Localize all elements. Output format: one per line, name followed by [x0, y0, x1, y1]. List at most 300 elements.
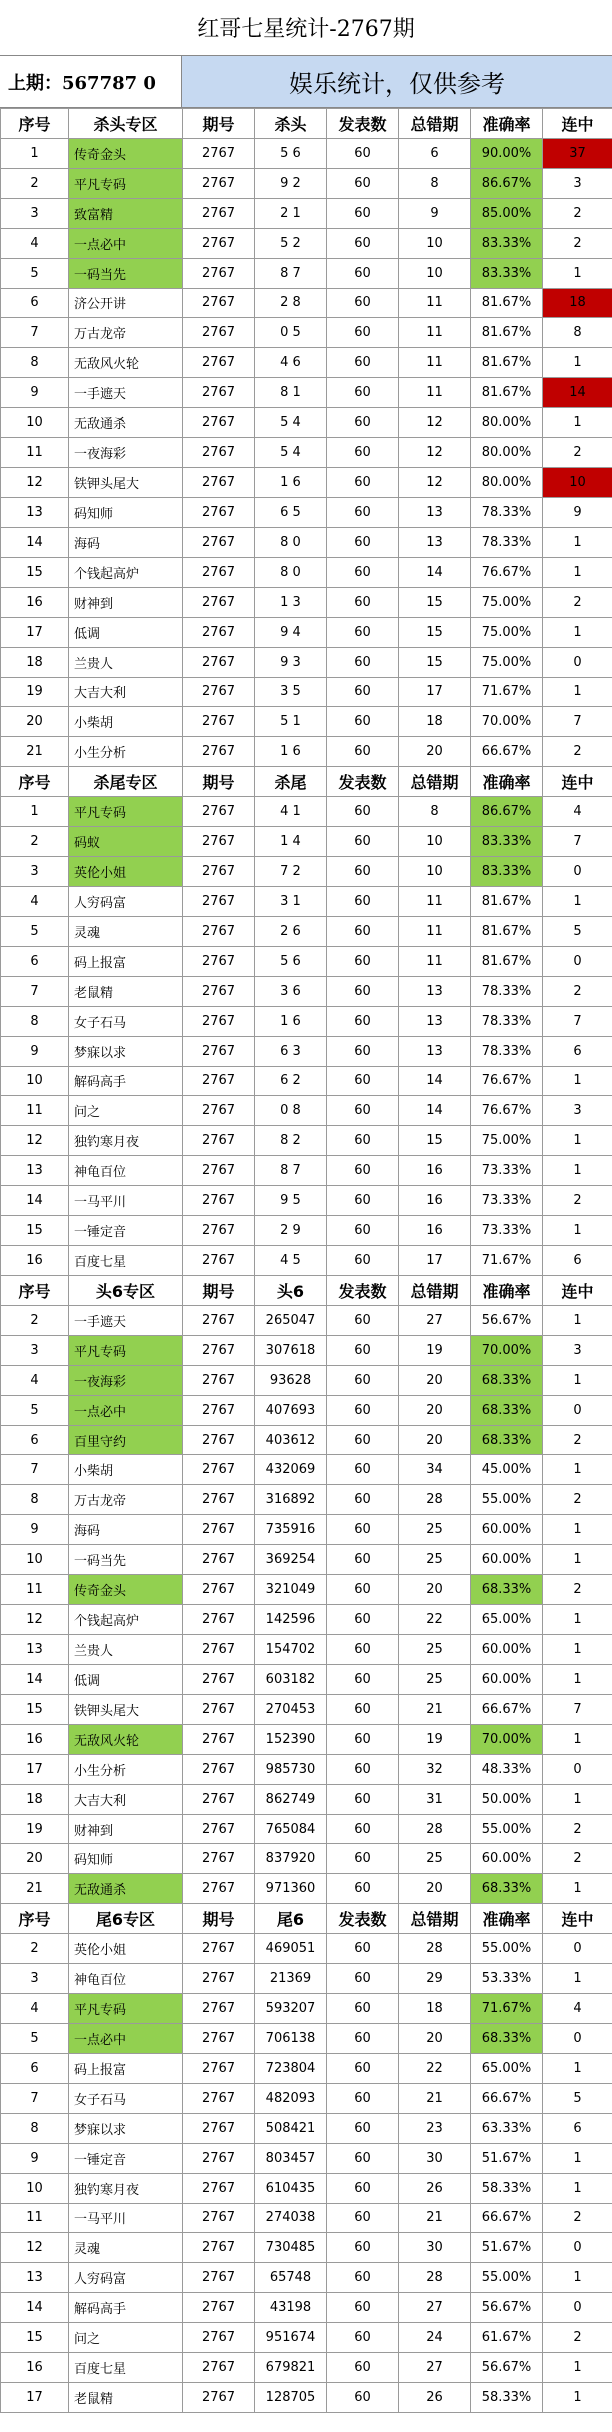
predictor-name-cell: 一码当先	[69, 1545, 183, 1575]
miss-count-cell: 28	[399, 1485, 471, 1515]
period-cell: 2767	[183, 916, 255, 946]
post-count-cell: 60	[327, 1365, 399, 1395]
pick-cell: 3 1	[255, 886, 327, 916]
column-header-accuracy: 准确率	[471, 109, 543, 139]
predictor-name-cell: 小柴胡	[69, 707, 183, 737]
period-cell: 2767	[183, 2053, 255, 2083]
post-count-cell: 60	[327, 1605, 399, 1635]
column-header-post-count: 发表数	[327, 1904, 399, 1934]
column-header-predictor-name: 杀尾专区	[69, 767, 183, 797]
predictor-name-cell: 致富精	[69, 198, 183, 228]
streak-cell: 3	[543, 1335, 612, 1365]
post-count-cell: 60	[327, 1485, 399, 1515]
column-header-miss-count: 总错期	[399, 1904, 471, 1934]
streak-cell: 1	[543, 1964, 612, 1994]
column-header-row-number: 序号	[1, 1275, 69, 1305]
post-count-cell: 60	[327, 2203, 399, 2233]
post-count-cell: 60	[327, 497, 399, 527]
accuracy-cell: 56.67%	[471, 2293, 543, 2323]
row-number-cell: 18	[1, 647, 69, 677]
row-number-cell: 1	[1, 797, 69, 827]
pick-cell: 603182	[255, 1664, 327, 1694]
row-number-cell: 20	[1, 707, 69, 737]
miss-count-cell: 20	[399, 1365, 471, 1395]
predictor-name-cell: 一锤定音	[69, 2143, 183, 2173]
period-cell: 2767	[183, 1844, 255, 1874]
column-header-predictor-name: 头6专区	[69, 1275, 183, 1305]
accuracy-cell: 75.00%	[471, 587, 543, 617]
post-count-cell: 60	[327, 916, 399, 946]
row-number-cell: 8	[1, 1006, 69, 1036]
period-cell: 2767	[183, 1575, 255, 1605]
table-row	[1, 2113, 612, 2143]
table-row	[1, 1305, 612, 1335]
predictor-name-cell: 英伦小姐	[69, 1934, 183, 1964]
stats-table-body	[1, 109, 612, 2413]
streak-cell: 2	[543, 1186, 612, 1216]
predictor-name-cell: 传奇金头	[69, 138, 183, 168]
miss-count-cell: 25	[399, 1664, 471, 1694]
miss-count-cell: 16	[399, 1186, 471, 1216]
accuracy-cell: 71.67%	[471, 1994, 543, 2024]
pick-cell: 5 6	[255, 138, 327, 168]
post-count-cell: 60	[327, 1246, 399, 1276]
predictor-name-cell: 英伦小姐	[69, 857, 183, 887]
predictor-name-cell: 万古龙帝	[69, 318, 183, 348]
accuracy-cell: 73.33%	[471, 1186, 543, 1216]
predictor-name-cell: 老鼠精	[69, 2383, 183, 2413]
accuracy-cell: 71.67%	[471, 677, 543, 707]
post-count-cell: 60	[327, 1335, 399, 1365]
streak-cell: 10	[543, 468, 612, 498]
row-number-cell: 17	[1, 1754, 69, 1784]
row-number-cell: 4	[1, 228, 69, 258]
row-number-cell: 3	[1, 198, 69, 228]
pick-cell: 154702	[255, 1635, 327, 1665]
miss-count-cell: 26	[399, 2173, 471, 2203]
predictor-name-cell: 人穷码富	[69, 2263, 183, 2293]
period-cell: 2767	[183, 1814, 255, 1844]
section-header-row	[1, 1275, 612, 1305]
miss-count-cell: 12	[399, 468, 471, 498]
table-row	[1, 1246, 612, 1276]
miss-count-cell: 28	[399, 1814, 471, 1844]
table-row	[1, 168, 612, 198]
period-cell: 2767	[183, 1066, 255, 1096]
row-number-cell: 15	[1, 557, 69, 587]
row-number-cell: 8	[1, 2113, 69, 2143]
predictor-name-cell: 财神到	[69, 587, 183, 617]
miss-count-cell: 9	[399, 198, 471, 228]
row-number-cell: 8	[1, 1485, 69, 1515]
streak-cell: 6	[543, 1246, 612, 1276]
accuracy-cell: 70.00%	[471, 707, 543, 737]
post-count-cell: 60	[327, 1515, 399, 1545]
pick-cell: 270453	[255, 1694, 327, 1724]
period-cell: 2767	[183, 2353, 255, 2383]
predictor-name-cell: 神龟百位	[69, 1964, 183, 1994]
period-cell: 2767	[183, 1934, 255, 1964]
predictor-name-cell: 人穷码富	[69, 886, 183, 916]
row-number-cell: 10	[1, 2173, 69, 2203]
post-count-cell: 60	[327, 1126, 399, 1156]
pick-cell: 274038	[255, 2203, 327, 2233]
period-cell: 2767	[183, 976, 255, 1006]
row-number-cell: 15	[1, 1694, 69, 1724]
post-count-cell: 60	[327, 2173, 399, 2203]
streak-cell: 0	[543, 1934, 612, 1964]
row-number-cell: 3	[1, 1335, 69, 1365]
predictor-name-cell: 百度七星	[69, 1246, 183, 1276]
predictor-name-cell: 神龟百位	[69, 1156, 183, 1186]
pick-cell: 4 6	[255, 348, 327, 378]
pick-cell: 837920	[255, 1844, 327, 1874]
table-row	[1, 647, 612, 677]
row-number-cell: 19	[1, 1814, 69, 1844]
period-cell: 2767	[183, 827, 255, 857]
period-cell: 2767	[183, 1515, 255, 1545]
pick-cell: 307618	[255, 1335, 327, 1365]
row-number-cell: 2	[1, 1934, 69, 1964]
streak-cell: 1	[543, 1605, 612, 1635]
accuracy-cell: 75.00%	[471, 1126, 543, 1156]
column-header-period: 期号	[183, 109, 255, 139]
column-header-row-number: 序号	[1, 109, 69, 139]
predictor-name-cell: 济公开讲	[69, 288, 183, 318]
streak-cell: 1	[543, 1545, 612, 1575]
accuracy-cell: 83.33%	[471, 857, 543, 887]
table-row	[1, 2173, 612, 2203]
table-row	[1, 408, 612, 438]
post-count-cell: 60	[327, 976, 399, 1006]
column-header-period: 期号	[183, 1275, 255, 1305]
streak-cell: 2	[543, 198, 612, 228]
predictor-name-cell: 女子石马	[69, 1006, 183, 1036]
pick-cell: 0 5	[255, 318, 327, 348]
period-cell: 2767	[183, 348, 255, 378]
streak-cell: 1	[543, 348, 612, 378]
accuracy-cell: 66.67%	[471, 2083, 543, 2113]
accuracy-cell: 85.00%	[471, 198, 543, 228]
accuracy-cell: 76.67%	[471, 557, 543, 587]
post-count-cell: 60	[327, 1724, 399, 1754]
predictor-name-cell: 独钓寒月夜	[69, 2173, 183, 2203]
miss-count-cell: 10	[399, 258, 471, 288]
table-row	[1, 1335, 612, 1365]
accuracy-cell: 60.00%	[471, 1545, 543, 1575]
section-header-row	[1, 767, 612, 797]
column-header-post-count: 发表数	[327, 1275, 399, 1305]
miss-count-cell: 31	[399, 1784, 471, 1814]
row-number-cell: 7	[1, 2083, 69, 2113]
streak-cell: 1	[543, 886, 612, 916]
table-row	[1, 617, 612, 647]
table-row	[1, 378, 612, 408]
period-cell: 2767	[183, 2383, 255, 2413]
miss-count-cell: 10	[399, 827, 471, 857]
period-cell: 2767	[183, 1216, 255, 1246]
table-row	[1, 1694, 612, 1724]
period-cell: 2767	[183, 797, 255, 827]
pick-cell: 610435	[255, 2173, 327, 2203]
period-cell: 2767	[183, 1784, 255, 1814]
pick-cell: 706138	[255, 2024, 327, 2054]
streak-cell: 0	[543, 1395, 612, 1425]
row-number-cell: 2	[1, 1305, 69, 1335]
pick-cell: 1 6	[255, 1006, 327, 1036]
period-cell: 2767	[183, 2113, 255, 2143]
period-cell: 2767	[183, 677, 255, 707]
pick-cell: 142596	[255, 1605, 327, 1635]
table-row	[1, 1605, 612, 1635]
post-count-cell: 60	[327, 797, 399, 827]
row-number-cell: 11	[1, 1575, 69, 1605]
post-count-cell: 60	[327, 617, 399, 647]
streak-cell: 1	[543, 527, 612, 557]
table-row	[1, 827, 612, 857]
predictor-name-cell: 码知师	[69, 1844, 183, 1874]
table-row	[1, 1036, 612, 1066]
predictor-name-cell: 解码高手	[69, 2293, 183, 2323]
table-row	[1, 1964, 612, 1994]
period-cell: 2767	[183, 198, 255, 228]
column-header-accuracy: 准确率	[471, 1904, 543, 1934]
accuracy-cell: 53.33%	[471, 1964, 543, 1994]
row-number-cell: 10	[1, 408, 69, 438]
predictor-name-cell: 一锤定音	[69, 1216, 183, 1246]
accuracy-cell: 86.67%	[471, 168, 543, 198]
row-number-cell: 10	[1, 1545, 69, 1575]
accuracy-cell: 60.00%	[471, 1515, 543, 1545]
table-row	[1, 348, 612, 378]
pick-cell: 8 0	[255, 557, 327, 587]
miss-count-cell: 13	[399, 1036, 471, 1066]
table-row	[1, 1216, 612, 1246]
row-number-cell: 2	[1, 827, 69, 857]
streak-cell: 4	[543, 797, 612, 827]
period-cell: 2767	[183, 1485, 255, 1515]
table-row	[1, 976, 612, 1006]
post-count-cell: 60	[327, 1575, 399, 1605]
miss-count-cell: 10	[399, 228, 471, 258]
section-header-row	[1, 1904, 612, 1934]
pick-cell: 723804	[255, 2053, 327, 2083]
predictor-name-cell: 女子石马	[69, 2083, 183, 2113]
streak-cell: 1	[543, 2353, 612, 2383]
miss-count-cell: 11	[399, 318, 471, 348]
period-cell: 2767	[183, 258, 255, 288]
post-count-cell: 60	[327, 946, 399, 976]
accuracy-cell: 76.67%	[471, 1096, 543, 1126]
miss-count-cell: 30	[399, 2143, 471, 2173]
accuracy-cell: 68.33%	[471, 1874, 543, 1904]
period-cell: 2767	[183, 228, 255, 258]
period-cell: 2767	[183, 1635, 255, 1665]
predictor-name-cell: 大吉大利	[69, 1784, 183, 1814]
pick-cell: 5 4	[255, 408, 327, 438]
post-count-cell: 60	[327, 468, 399, 498]
predictor-name-cell: 无敌风火轮	[69, 348, 183, 378]
period-cell: 2767	[183, 2024, 255, 2054]
row-number-cell: 3	[1, 1964, 69, 1994]
period-cell: 2767	[183, 1305, 255, 1335]
post-count-cell: 60	[327, 258, 399, 288]
predictor-name-cell: 兰贵人	[69, 1635, 183, 1665]
predictor-name-cell: 一码当先	[69, 258, 183, 288]
streak-cell: 5	[543, 916, 612, 946]
row-number-cell: 5	[1, 1395, 69, 1425]
post-count-cell: 60	[327, 527, 399, 557]
table-row	[1, 527, 612, 557]
streak-cell: 1	[543, 1515, 612, 1545]
accuracy-cell: 58.33%	[471, 2383, 543, 2413]
accuracy-cell: 55.00%	[471, 1934, 543, 1964]
row-number-cell: 16	[1, 2353, 69, 2383]
post-count-cell: 60	[327, 1066, 399, 1096]
last-period-result: 上期：567787 0	[0, 56, 182, 107]
row-number-cell: 11	[1, 1096, 69, 1126]
pick-cell: 93628	[255, 1365, 327, 1395]
pick-cell: 2 1	[255, 198, 327, 228]
miss-count-cell: 30	[399, 2233, 471, 2263]
row-number-cell: 17	[1, 2383, 69, 2413]
streak-cell: 1	[543, 1874, 612, 1904]
table-row	[1, 1934, 612, 1964]
accuracy-cell: 78.33%	[471, 497, 543, 527]
period-cell: 2767	[183, 1694, 255, 1724]
miss-count-cell: 27	[399, 2293, 471, 2323]
predictor-name-cell: 码知师	[69, 497, 183, 527]
streak-cell: 1	[543, 1784, 612, 1814]
row-number-cell: 14	[1, 1664, 69, 1694]
table-row	[1, 2233, 612, 2263]
column-header-pick: 尾6	[255, 1904, 327, 1934]
miss-count-cell: 11	[399, 886, 471, 916]
column-header-pick: 杀尾	[255, 767, 327, 797]
miss-count-cell: 12	[399, 408, 471, 438]
row-number-cell: 5	[1, 258, 69, 288]
accuracy-cell: 78.33%	[471, 1036, 543, 1066]
streak-cell: 1	[543, 1305, 612, 1335]
table-row	[1, 1724, 612, 1754]
accuracy-cell: 61.67%	[471, 2323, 543, 2353]
pick-cell: 1 6	[255, 737, 327, 767]
row-number-cell: 1	[1, 138, 69, 168]
accuracy-cell: 75.00%	[471, 647, 543, 677]
table-row	[1, 677, 612, 707]
pick-cell: 8 0	[255, 527, 327, 557]
miss-count-cell: 14	[399, 557, 471, 587]
streak-cell: 0	[543, 946, 612, 976]
subheader	[0, 56, 612, 108]
accuracy-cell: 71.67%	[471, 1246, 543, 1276]
miss-count-cell: 11	[399, 916, 471, 946]
predictor-name-cell: 灵魂	[69, 916, 183, 946]
row-number-cell: 16	[1, 1246, 69, 1276]
row-number-cell: 4	[1, 1994, 69, 2024]
table-row	[1, 2353, 612, 2383]
accuracy-cell: 55.00%	[471, 2263, 543, 2293]
post-count-cell: 60	[327, 587, 399, 617]
miss-count-cell: 12	[399, 438, 471, 468]
streak-cell: 1	[543, 258, 612, 288]
table-row	[1, 1126, 612, 1156]
period-cell: 2767	[183, 857, 255, 887]
miss-count-cell: 16	[399, 1216, 471, 1246]
accuracy-cell: 68.33%	[471, 2024, 543, 2054]
row-number-cell: 6	[1, 1425, 69, 1455]
table-row	[1, 1844, 612, 1874]
miss-count-cell: 25	[399, 1515, 471, 1545]
pick-cell: 1 4	[255, 827, 327, 857]
column-header-post-count: 发表数	[327, 767, 399, 797]
pick-cell: 735916	[255, 1515, 327, 1545]
row-number-cell: 6	[1, 288, 69, 318]
table-row	[1, 1096, 612, 1126]
accuracy-cell: 60.00%	[471, 1844, 543, 1874]
table-row	[1, 2143, 612, 2173]
streak-cell: 2	[543, 976, 612, 1006]
streak-cell: 0	[543, 857, 612, 887]
accuracy-cell: 81.67%	[471, 886, 543, 916]
period-cell: 2767	[183, 1006, 255, 1036]
predictor-name-cell: 一夜海彩	[69, 1365, 183, 1395]
row-number-cell: 15	[1, 1216, 69, 1246]
predictor-name-cell: 小生分析	[69, 1754, 183, 1784]
miss-count-cell: 27	[399, 1305, 471, 1335]
accuracy-cell: 80.00%	[471, 438, 543, 468]
miss-count-cell: 21	[399, 2203, 471, 2233]
period-cell: 2767	[183, 468, 255, 498]
column-header-miss-count: 总错期	[399, 767, 471, 797]
miss-count-cell: 14	[399, 1066, 471, 1096]
table-row	[1, 1006, 612, 1036]
column-header-miss-count: 总错期	[399, 109, 471, 139]
pick-cell: 971360	[255, 1874, 327, 1904]
miss-count-cell: 28	[399, 2263, 471, 2293]
miss-count-cell: 24	[399, 2323, 471, 2353]
column-header-row-number: 序号	[1, 767, 69, 797]
miss-count-cell: 13	[399, 497, 471, 527]
pick-cell: 862749	[255, 1784, 327, 1814]
post-count-cell: 60	[327, 2113, 399, 2143]
miss-count-cell: 29	[399, 1964, 471, 1994]
accuracy-cell: 90.00%	[471, 138, 543, 168]
pick-cell: 321049	[255, 1575, 327, 1605]
table-row	[1, 2263, 612, 2293]
row-number-cell: 13	[1, 1635, 69, 1665]
streak-cell: 3	[543, 1096, 612, 1126]
pick-cell: 8 2	[255, 1126, 327, 1156]
period-cell: 2767	[183, 1335, 255, 1365]
column-header-post-count: 发表数	[327, 109, 399, 139]
table-row	[1, 1395, 612, 1425]
streak-cell: 1	[543, 1216, 612, 1246]
period-cell: 2767	[183, 408, 255, 438]
table-row	[1, 1784, 612, 1814]
pick-cell: 765084	[255, 1814, 327, 1844]
table-row	[1, 318, 612, 348]
period-cell: 2767	[183, 2143, 255, 2173]
table-row	[1, 1545, 612, 1575]
column-header-streak: 连中	[543, 109, 612, 139]
streak-cell: 0	[543, 2233, 612, 2263]
pick-cell: 7 2	[255, 857, 327, 887]
post-count-cell: 60	[327, 1664, 399, 1694]
row-number-cell: 7	[1, 976, 69, 1006]
miss-count-cell: 14	[399, 1096, 471, 1126]
period-cell: 2767	[183, 1036, 255, 1066]
